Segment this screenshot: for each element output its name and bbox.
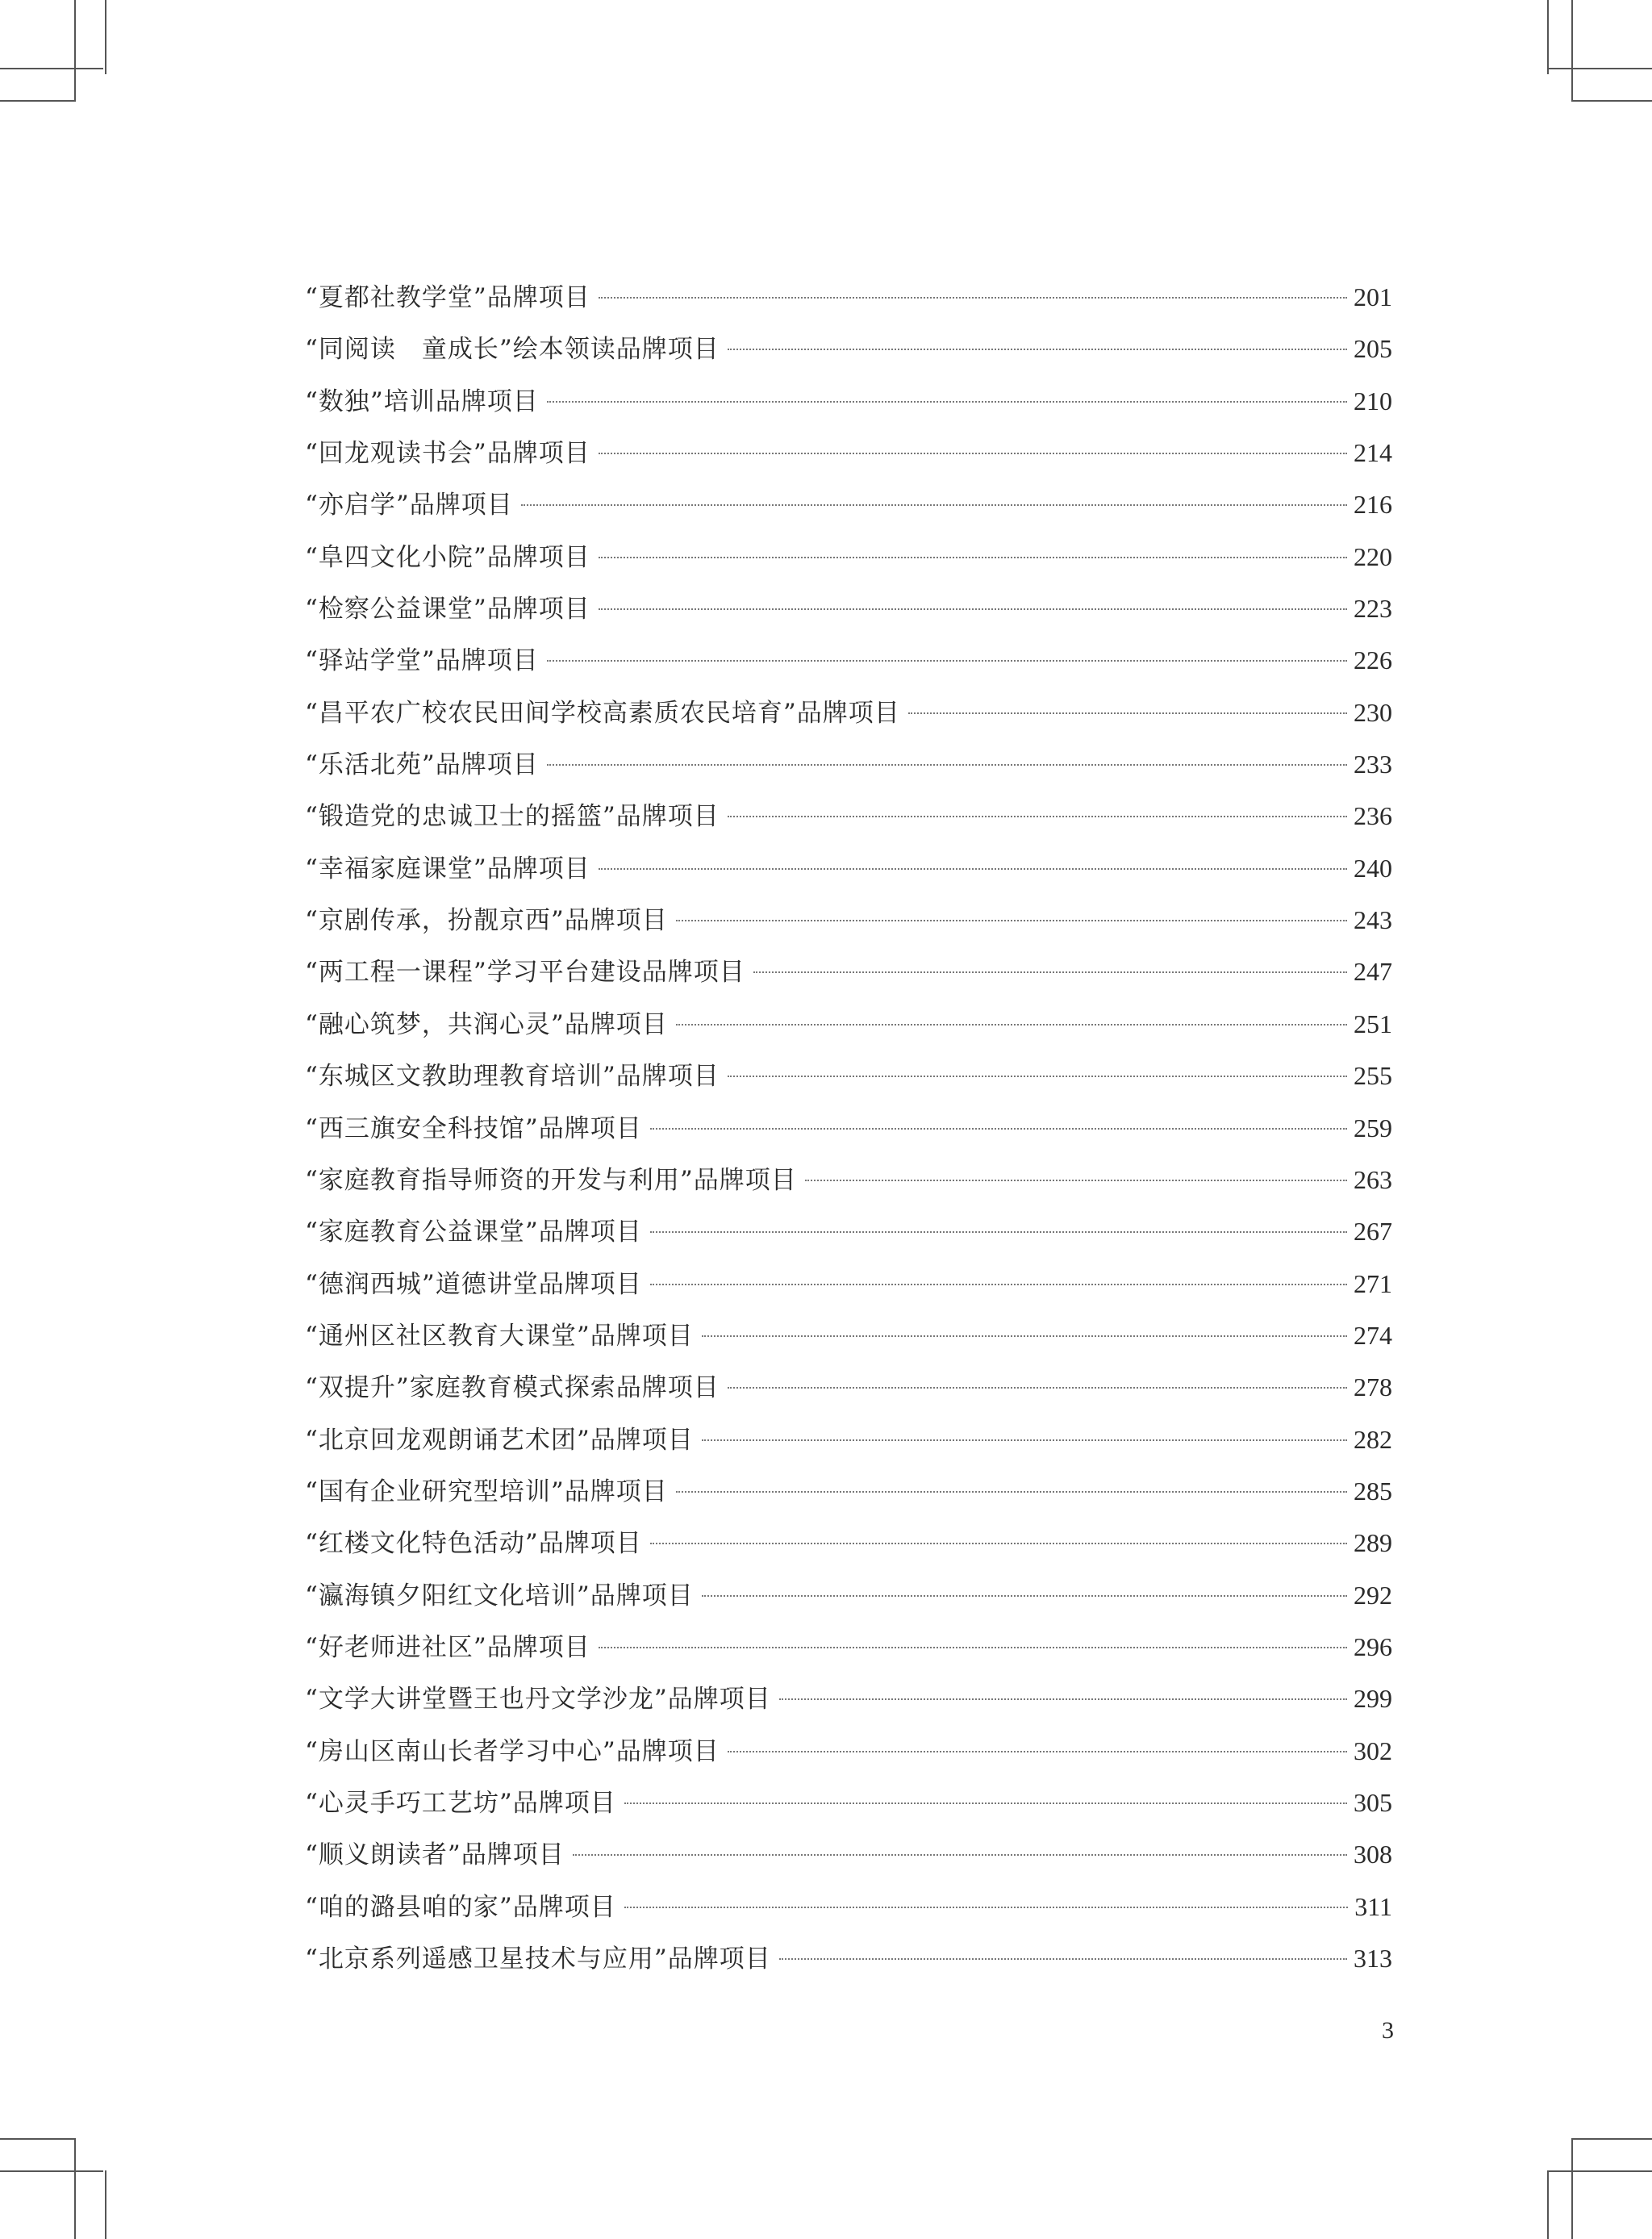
toc-entry-page: 210 <box>1354 386 1392 416</box>
dot-leader <box>599 868 1347 870</box>
toc-entry-title: “夏都社教学堂”品牌项目 <box>305 283 590 312</box>
dot-leader <box>779 1698 1347 1700</box>
dot-leader <box>650 1128 1347 1130</box>
toc-entry[interactable] <box>305 1725 1392 1777</box>
toc-entry-title: “回龙观读书会”品牌项目 <box>305 439 590 469</box>
toc-entry-page: 230 <box>1354 697 1392 727</box>
toc-entry-page: 271 <box>1354 1268 1392 1298</box>
crop-mark <box>105 0 106 74</box>
dot-leader <box>599 297 1347 299</box>
toc-entry[interactable] <box>305 998 1392 1050</box>
toc-entry-title: “顺义朗读者”品牌项目 <box>305 1840 565 1870</box>
crop-mark <box>1571 0 1573 102</box>
crop-mark <box>1571 2138 1652 2140</box>
toc-entry-page: 305 <box>1354 1787 1392 1817</box>
toc-entry-title: “东城区文教助理教育培训”品牌项目 <box>305 1062 720 1092</box>
toc-entry-title: “阜四文化小院”品牌项目 <box>305 542 590 572</box>
toc-entry[interactable] <box>305 1154 1392 1205</box>
toc-entry[interactable] <box>305 1517 1392 1569</box>
crop-mark <box>0 2170 103 2172</box>
table-of-contents <box>305 271 1392 1984</box>
toc-entry[interactable] <box>305 842 1392 894</box>
dot-leader <box>547 764 1347 766</box>
toc-entry-title: “驿站学堂”品牌项目 <box>305 646 539 676</box>
toc-entry[interactable] <box>305 1881 1392 1932</box>
dot-leader <box>728 1751 1347 1752</box>
toc-entry[interactable] <box>305 1673 1392 1724</box>
toc-entry-title: “国有企业研究型培训”品牌项目 <box>305 1477 668 1506</box>
toc-entry-title: “红楼文化特色活动”品牌项目 <box>305 1529 642 1559</box>
toc-entry-page: 233 <box>1354 750 1392 779</box>
toc-entry-title: “京剧传承，扮靓京西”品牌项目 <box>305 906 668 936</box>
toc-entry-page: 278 <box>1354 1372 1392 1402</box>
crop-mark <box>74 2138 76 2239</box>
toc-entry-title: “西三旗安全科技馆”品牌项目 <box>305 1113 642 1143</box>
toc-entry[interactable] <box>305 323 1392 374</box>
toc-entry-title: “通州区社区教育大课堂”品牌项目 <box>305 1321 694 1351</box>
toc-entry[interactable] <box>305 634 1392 686</box>
crop-mark <box>0 68 103 69</box>
toc-entry-title: “德润西城”道德讲堂品牌项目 <box>305 1269 642 1299</box>
dot-leader <box>728 349 1347 350</box>
toc-entry-title: “检察公益课堂”品牌项目 <box>305 595 590 624</box>
toc-entry[interactable] <box>305 1465 1392 1517</box>
toc-entry-title: “瀛海镇夕阳红文化培训”品牌项目 <box>305 1581 694 1610</box>
toc-entry[interactable] <box>305 1569 1392 1621</box>
toc-entry-page: 259 <box>1354 1113 1392 1142</box>
toc-entry-page: 255 <box>1354 1061 1392 1091</box>
dot-leader <box>599 557 1347 558</box>
toc-entry-page: 216 <box>1354 490 1392 520</box>
page-number: 3 <box>1382 2017 1394 2044</box>
toc-entry[interactable] <box>305 1621 1392 1673</box>
toc-entry-page: 240 <box>1354 853 1392 883</box>
dot-leader <box>676 1491 1347 1493</box>
toc-entry-page: 292 <box>1354 1580 1392 1610</box>
crop-mark <box>1571 100 1652 102</box>
toc-entry[interactable] <box>305 271 1392 323</box>
toc-entry[interactable] <box>305 894 1392 946</box>
toc-entry-page: 226 <box>1354 645 1392 675</box>
toc-entry-title: “咱的潞县咱的家”品牌项目 <box>305 1892 616 1922</box>
toc-entry-title: “好老师进社区”品牌项目 <box>305 1632 590 1662</box>
toc-entry[interactable] <box>305 1414 1392 1465</box>
toc-entry[interactable] <box>305 738 1392 790</box>
dot-leader <box>676 1024 1347 1026</box>
toc-entry[interactable] <box>305 1310 1392 1361</box>
toc-entry-title: “北京系列遥感卫星技术与应用”品牌项目 <box>305 1945 771 1974</box>
toc-entry-title: “家庭教育指导师资的开发与利用”品牌项目 <box>305 1165 797 1195</box>
dot-leader <box>650 1543 1347 1544</box>
toc-entry[interactable] <box>305 1050 1392 1101</box>
toc-entry[interactable] <box>305 1102 1392 1154</box>
toc-entry-title: “乐活北苑”品牌项目 <box>305 750 539 780</box>
toc-entry-page: 299 <box>1354 1684 1392 1714</box>
dot-leader <box>650 1231 1347 1233</box>
toc-entry-page: 308 <box>1354 1840 1392 1869</box>
dot-leader <box>805 1180 1347 1181</box>
toc-entry-page: 282 <box>1354 1424 1392 1454</box>
toc-entry-page: 243 <box>1354 905 1392 935</box>
crop-mark <box>1547 68 1652 69</box>
toc-entry-title: “锻造党的忠诚卫士的摇篮”品牌项目 <box>305 802 720 832</box>
toc-entry[interactable] <box>305 1777 1392 1828</box>
toc-entry-title: “幸福家庭课堂”品牌项目 <box>305 854 590 883</box>
dot-leader <box>702 1439 1347 1441</box>
toc-entry-page: 223 <box>1354 594 1392 624</box>
dot-leader <box>728 1076 1347 1077</box>
toc-entry-page: 263 <box>1354 1164 1392 1194</box>
crop-mark <box>1571 2138 1573 2239</box>
toc-entry-page: 296 <box>1354 1631 1392 1661</box>
toc-entry[interactable] <box>305 1361 1392 1413</box>
toc-entry-title: “家庭教育公益课堂”品牌项目 <box>305 1218 642 1247</box>
toc-entry[interactable] <box>305 478 1392 530</box>
toc-entry-page: 205 <box>1354 334 1392 364</box>
toc-entry[interactable] <box>305 583 1392 634</box>
crop-mark <box>0 2138 76 2140</box>
dot-leader <box>599 1647 1347 1648</box>
dot-leader <box>650 1284 1347 1285</box>
dot-leader <box>521 504 1347 506</box>
toc-entry[interactable] <box>305 531 1392 583</box>
dot-leader <box>753 971 1347 973</box>
dot-leader <box>599 608 1347 610</box>
toc-entry[interactable] <box>305 375 1392 427</box>
dot-leader <box>547 401 1347 403</box>
toc-entry-page: 236 <box>1354 801 1392 831</box>
toc-entry-title: “亦启学”品牌项目 <box>305 491 513 520</box>
dot-leader <box>624 1907 1348 1908</box>
toc-entry[interactable] <box>305 687 1392 738</box>
toc-entry[interactable] <box>305 1258 1392 1310</box>
dot-leader <box>728 1387 1347 1389</box>
toc-entry[interactable] <box>305 1828 1392 1880</box>
toc-entry-title: “双提升”家庭教育模式探索品牌项目 <box>305 1373 720 1403</box>
toc-entry-title: “两工程一课程”学习平台建设品牌项目 <box>305 958 745 988</box>
toc-entry[interactable] <box>305 790 1392 842</box>
dot-leader <box>676 920 1347 921</box>
toc-entry[interactable] <box>305 1932 1392 1984</box>
toc-entry-page: 247 <box>1354 957 1392 987</box>
dot-leader <box>908 712 1347 714</box>
toc-entry-title: “同阅读 童成长”绘本领读品牌项目 <box>305 335 720 365</box>
toc-entry-page: 201 <box>1354 282 1392 311</box>
toc-entry[interactable] <box>305 427 1392 478</box>
crop-mark <box>1547 0 1549 74</box>
toc-entry-title: “融心筑梦，共润心灵”品牌项目 <box>305 1009 668 1039</box>
toc-entry-title: “心灵手巧工艺坊”品牌项目 <box>305 1788 616 1818</box>
dot-leader <box>779 1958 1347 1960</box>
dot-leader <box>573 1854 1347 1856</box>
toc-entry-title: “北京回龙观朗诵艺术团”品牌项目 <box>305 1425 694 1455</box>
toc-entry-page: 313 <box>1354 1944 1392 1973</box>
toc-entry-page: 251 <box>1354 1009 1392 1038</box>
toc-entry-title: “文学大讲堂暨王也丹文学沙龙”品牌项目 <box>305 1685 771 1715</box>
toc-entry[interactable] <box>305 1205 1392 1257</box>
toc-entry-title: “房山区南山长者学习中心”品牌项目 <box>305 1736 720 1766</box>
toc-entry-page: 302 <box>1354 1736 1392 1765</box>
crop-mark <box>105 2170 106 2239</box>
dot-leader <box>728 816 1347 817</box>
crop-mark <box>74 0 76 102</box>
toc-entry-page: 214 <box>1354 438 1392 468</box>
toc-entry-page: 289 <box>1354 1528 1392 1558</box>
toc-entry-page: 267 <box>1354 1217 1392 1247</box>
toc-entry-page: 274 <box>1354 1320 1392 1350</box>
dot-leader <box>547 660 1347 662</box>
toc-entry-title: “数独”培训品牌项目 <box>305 386 539 416</box>
toc-entry-title: “昌平农广校农民田间学校高素质农民培育”品牌项目 <box>305 698 900 728</box>
dot-leader <box>624 1802 1347 1804</box>
dot-leader <box>599 453 1347 454</box>
toc-entry[interactable] <box>305 946 1392 997</box>
toc-entry-page: 220 <box>1354 541 1392 571</box>
dot-leader <box>702 1335 1347 1337</box>
dot-leader <box>702 1595 1347 1597</box>
crop-mark <box>1547 2170 1549 2239</box>
toc-entry-page: 285 <box>1354 1476 1392 1506</box>
crop-mark <box>1547 2170 1652 2172</box>
crop-mark <box>0 100 76 102</box>
toc-entry-page: 311 <box>1354 1891 1392 1921</box>
